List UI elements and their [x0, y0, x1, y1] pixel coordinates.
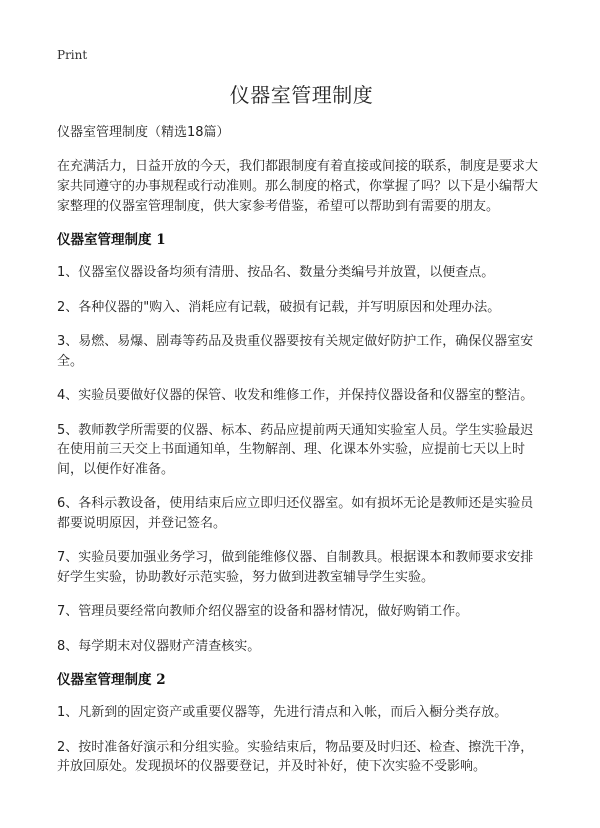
list-item: 1、凡新到的固定资产或重要仪器等，先进行清点和入帐，而后入橱分类存放。	[57, 705, 508, 720]
list-item: 3、易燃、易爆、剧毒等药品及贵重仪器要按有关规定做好防护工作，确保仪器室安全。	[57, 334, 534, 369]
section-heading: 仪器室管理制度 2	[57, 672, 166, 688]
list-item: 5、教师教学所需要的仪器、标本、药品应提前两天通知实验室人员。学生实验最迟在使用前三天交上书面通知单，生物解剖、理、化课本外实验，应提前七天以上时间，以便作好准备。	[57, 422, 534, 477]
page-title: 仪器室管理制度	[229, 83, 374, 107]
section-heading: 仪器室管理制度 1	[57, 232, 166, 248]
list-item: 2、各种仪器的"购入、消耗应有记载，破损有记载，并写明原因和处理办法。	[57, 299, 501, 315]
document-subtitle: 仪器室管理制度（精选18篇）	[57, 125, 230, 140]
list-item: 7、管理员要经常向教师介绍仪器室的设备和器材情况，做好购销工作。	[57, 604, 469, 619]
list-item: 7、实验员要加强业务学习，做到能维修仪器、自制教具。根据课本和教师要求安排好学生实验，协助教好示范实验，努力做到进教室辅导学生实验。	[57, 550, 534, 585]
list-item: 2、按时准备好演示和分组实验。实验结束后，物品要及时归还、检查、擦洗干净，并放回原处。发现损坏的仪器要登记，并及时补好，使下次实验不受影响。	[57, 739, 534, 774]
print-link[interactable]: Print	[57, 48, 88, 62]
intro-paragraph: 在充满活力，日益开放的今天，我们都跟制度有着直接或间接的联系，制度是要求大家共同遵守的办事规程或行动准则。那么制度的格式，你掌握了吗？以下是小编帮大家整理的仪器室管理制度，供大家参考借鉴，希望可以帮助到有需要的朋友。	[57, 159, 539, 214]
list-item: 4、实验员要做好仪器的保管、收发和维修工作，并保持仪器设备和仪器室的整洁。	[57, 388, 534, 403]
list-item: 8、每学期末对仪器财产清查核实。	[57, 638, 261, 654]
section-2	[57, 671, 546, 777]
list-item: 1、仪器室仪器设备均须有清册、按品名、数量分类编号并放置，以便查点。	[57, 265, 495, 280]
list-item: 6、各科示教设备，使用结束后应立即归还仪器室。如有损坏无论是教师还是实验员都要说明原因，并登记签名。	[57, 496, 534, 531]
section-1	[57, 231, 546, 656]
